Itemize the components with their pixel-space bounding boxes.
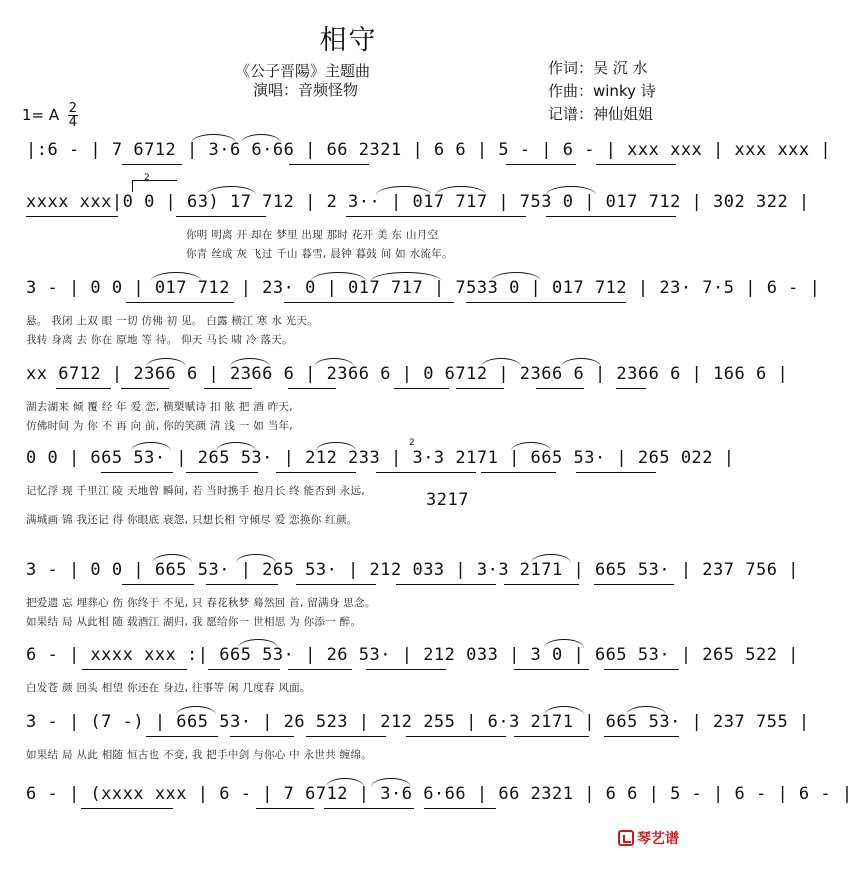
underline-mark [546, 216, 676, 217]
underline-mark [101, 472, 173, 473]
underline-mark [424, 808, 496, 809]
volta-bracket-line [132, 180, 177, 181]
underline-mark [230, 736, 294, 737]
underline-mark [288, 669, 352, 670]
logo-icon [618, 830, 634, 846]
slur-mark [191, 134, 236, 143]
underline-mark [394, 388, 449, 389]
underline-mark [324, 808, 414, 809]
volta-number: 2 [144, 173, 150, 183]
underline-mark [536, 388, 584, 389]
lyric-verse-1: 湖去湖来 倾 覆 经 年 爱 恋, 横槊赋诗 扣 舷 把 酒 昨天, [26, 401, 293, 413]
notation-line: 6 - | xxxx xxx :| 665 53· | 26 53· | 212 033 | 3 0 | 665 53· | 265 522 | [26, 645, 799, 665]
underline-mark [306, 736, 386, 737]
underline-mark [456, 388, 504, 389]
underline-mark [604, 669, 679, 670]
lyric-verse-1: 把爱遗 忘 埋葬心 伤 你终于 不见, 只 春花秋梦 蓦然回 首, 留满身 思念。 [26, 597, 376, 609]
underline-mark [616, 388, 646, 389]
score-system-6 [26, 560, 799, 646]
key-label: 1= A [22, 106, 60, 124]
underline-mark [256, 808, 314, 809]
underline-mark [288, 388, 336, 389]
lyric-verse-1: 记忆浮 现 千里江 陵 天地曾 瞬间, 若 当时携手 抱月长 终 能否到 永远, [26, 485, 365, 497]
underline-mark [576, 472, 656, 473]
logo-text: 琴艺谱 [637, 831, 679, 847]
lyric-verse-1: 如果结 局 从此 相随 恒古也 不变, 我 把手中剑 与你心 中 永世共 缠绵。 [26, 749, 373, 761]
lyric-verse-2: 仿佛时间 为 你 不 再 向 前, 你的笑颜 清 浅 一 如 当年, [26, 420, 293, 432]
underline-mark [208, 669, 280, 670]
lyricist-credit: 作词：吴 沉 水 [548, 59, 648, 77]
underline-mark [121, 388, 169, 389]
slur-mark [152, 554, 192, 563]
transcriber-credit: 记谱：神仙姐姐 [548, 105, 654, 123]
notation-line: 3 - | 0 0 | 665 53· | 265 53· | 212 033 | 3·3 2171 | 665 53· | 237 756 | [26, 560, 799, 580]
underline-mark [594, 584, 674, 585]
singer: 演唱：音频怪物 [253, 81, 359, 99]
score-system-9 [26, 784, 853, 870]
lyric-verse-2: 满城画 锦 我还记 得 你眼底 衰怨, 只想长相 守倾尽 爱 恋换你 红颜。 [26, 514, 358, 526]
underline-mark [81, 808, 173, 809]
underline-mark [146, 736, 218, 737]
score-system-2 [26, 173, 810, 278]
underline-mark [126, 302, 234, 303]
underline-mark [276, 472, 356, 473]
underline-mark [596, 164, 676, 165]
time-sig-top: 2 [68, 101, 78, 116]
grace-note: 2 [409, 438, 415, 448]
lyric-verse-1: 悬。 我闭 上双 眼 一切 仿佛 初 见。 白露 横江 寒 水 光天。 [26, 315, 319, 327]
time-sig-bottom: 4 [68, 115, 78, 130]
underline-mark [406, 736, 506, 737]
underline-mark [556, 302, 626, 303]
site-logo [618, 828, 679, 848]
underline-mark [366, 669, 446, 670]
underline-mark [396, 584, 496, 585]
underline-mark [56, 388, 111, 389]
notation-line: |:6 - | 7 6712 | 3·6 6·66 | 66 2321 | 6 6 | 5 - | 6 - | xxx xxx | xxx xxx | [26, 140, 832, 160]
time-signature [68, 102, 78, 129]
underline-mark [206, 584, 278, 585]
notation-line: xxxx xxx|0 0 | 63) 17 712 | 2 3·· | 017 717 | 753 0 | 017 712 | 302 322 | [26, 192, 810, 212]
composer-credit: 作曲：winky 诗 [548, 82, 656, 100]
underline-mark [26, 216, 118, 217]
subtitle: 《公子晋陽》主题曲 [235, 62, 371, 80]
song-title: 相守 [319, 25, 378, 56]
underline-mark [122, 164, 182, 165]
underline-mark [376, 472, 476, 473]
notation-line: 3 - | (7 -) | 665 53· | 26 523 | 212 255 | 6·3 2171 | 665 53· | 237 755 | [26, 712, 810, 732]
key-signature [22, 102, 78, 129]
lyric-verse-2: 你青 丝成 灰 飞过 千山 暮雪, 晨钟 暮鼓 间 如 水流年。 [186, 248, 453, 260]
underline-mark [514, 736, 589, 737]
underline-mark [506, 164, 576, 165]
underline-mark [284, 302, 454, 303]
notation-line: xx 6712 | 2366 6 | 2366 6 | 2366 6 | 0 6712 | 2366 6 | 2366 6 | 166 6 | [26, 364, 789, 384]
slur-mark [531, 554, 571, 563]
underline-mark [514, 669, 589, 670]
score-system-5-lyric [26, 500, 681, 530]
underline-mark [186, 472, 258, 473]
underline-mark [504, 584, 579, 585]
slur-mark [236, 554, 276, 563]
alternate-notes: 3217 [426, 490, 469, 510]
lyric-verse-1: 你明 明离 开 却在 梦里 出现 那时 花开 美 东 山月空 [186, 229, 439, 241]
notation-line: 3 - | 0 0 | 017 712 | 23· 0 | 017 717 | 7533 0 | 017 712 | 23· 7·5 | 6 - | [26, 278, 821, 298]
underline-mark [176, 216, 266, 217]
lyric-verse-2: 我转 身离 去 你在 原地 等 待。 仰天 马长 啸 冷 落天。 [26, 334, 293, 346]
underline-mark [466, 302, 556, 303]
score-system-3 [26, 278, 821, 364]
notation-line: 6 - | (xxxx xxx | 6 - | 7 6712 | 3·6 6·66 | 66 2321 | 6 6 | 5 - | 6 - | 6 - | [26, 784, 853, 804]
score-system-4 [26, 364, 789, 450]
volta-bracket [132, 180, 133, 192]
underline-mark [296, 584, 376, 585]
underline-mark [604, 736, 679, 737]
underline-mark [204, 388, 252, 389]
underline-mark [122, 584, 194, 585]
underline-mark [481, 472, 556, 473]
lyric-verse-1: 白发苍 颜 回头 相望 你还在 身边, 往事等 闲 几度春 风面。 [26, 682, 311, 694]
underline-mark [82, 669, 187, 670]
underline-mark [289, 164, 369, 165]
notation-line: 0 0 | 665 53· | 265 53· | 212 233 | 3·3 2171 | 665 53· | 265 022 | [26, 448, 735, 468]
slur-mark [241, 134, 281, 143]
lyric-verse-2: 如果结 局 从此相 随 载酒江 湖归, 我 愿给你一 世相思 为 你添一 醉。 [26, 616, 362, 628]
underline-mark [346, 216, 526, 217]
